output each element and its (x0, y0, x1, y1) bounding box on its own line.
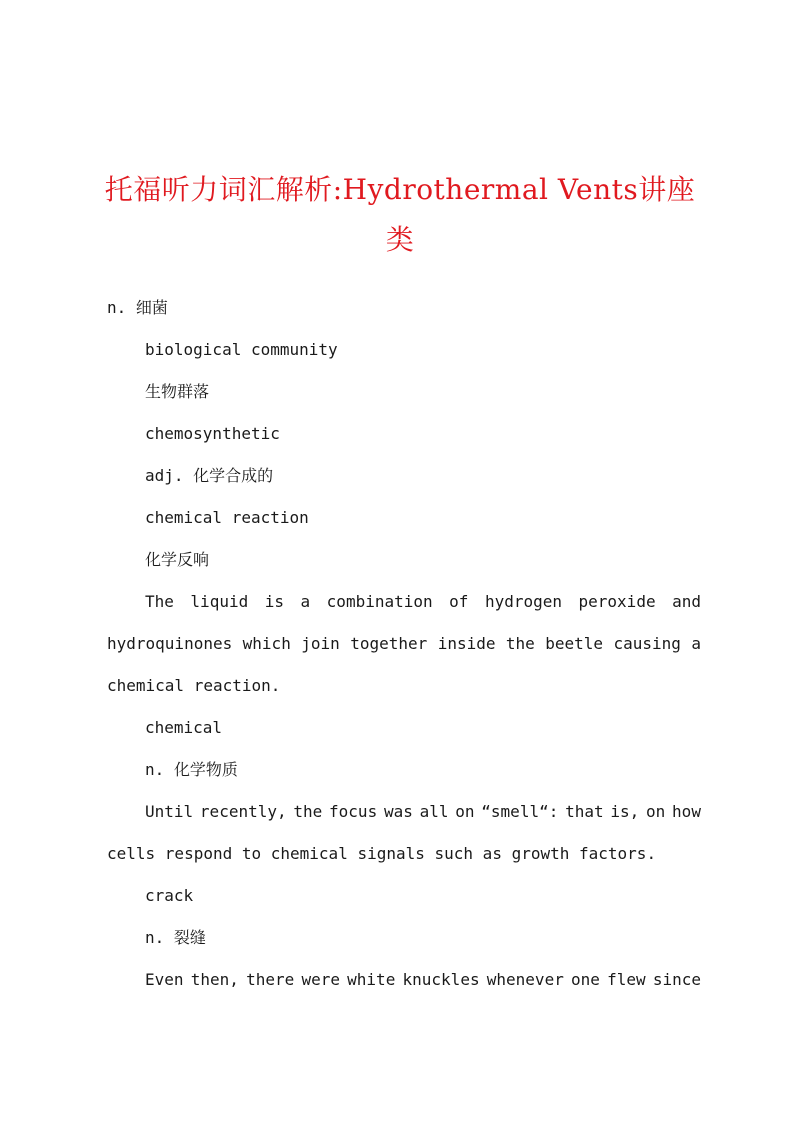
title-line-1: 托福听力词汇解析:Hydrothermal Vents讲座 (104, 173, 696, 206)
example-paragraph-line: The liquid is a combination of hydrogen peroxide and (145, 592, 701, 611)
example-paragraph-line: Even then, there were white knuckles whenever one flew since (145, 970, 701, 989)
example-paragraph-line: hydroquinones which join together inside the beetle causing a (107, 634, 701, 653)
term-line: chemosynthetic (145, 424, 280, 443)
title-line-2: 类 (385, 223, 415, 256)
term-line: n. 裂缝 (145, 928, 206, 947)
document-title (100, 165, 700, 265)
term-line: chemical reaction (145, 508, 309, 527)
term-line: crack (145, 886, 194, 905)
term-line: n. 细菌 (107, 298, 168, 317)
term-line: 化学反响 (145, 550, 210, 569)
example-paragraph-line: cells respond to chemical signals such as growth factors. (107, 844, 657, 863)
term-line: n. 化学物质 (145, 760, 238, 779)
term-line: biological community (145, 340, 338, 359)
example-paragraph-line: chemical reaction. (107, 676, 281, 695)
term-line: 生物群落 (145, 382, 210, 401)
term-line: adj. 化学合成的 (145, 466, 274, 485)
example-paragraph-line: Until recently, the focus was all on “smell“: that is, on how (145, 802, 701, 821)
term-line: chemical (145, 718, 223, 737)
